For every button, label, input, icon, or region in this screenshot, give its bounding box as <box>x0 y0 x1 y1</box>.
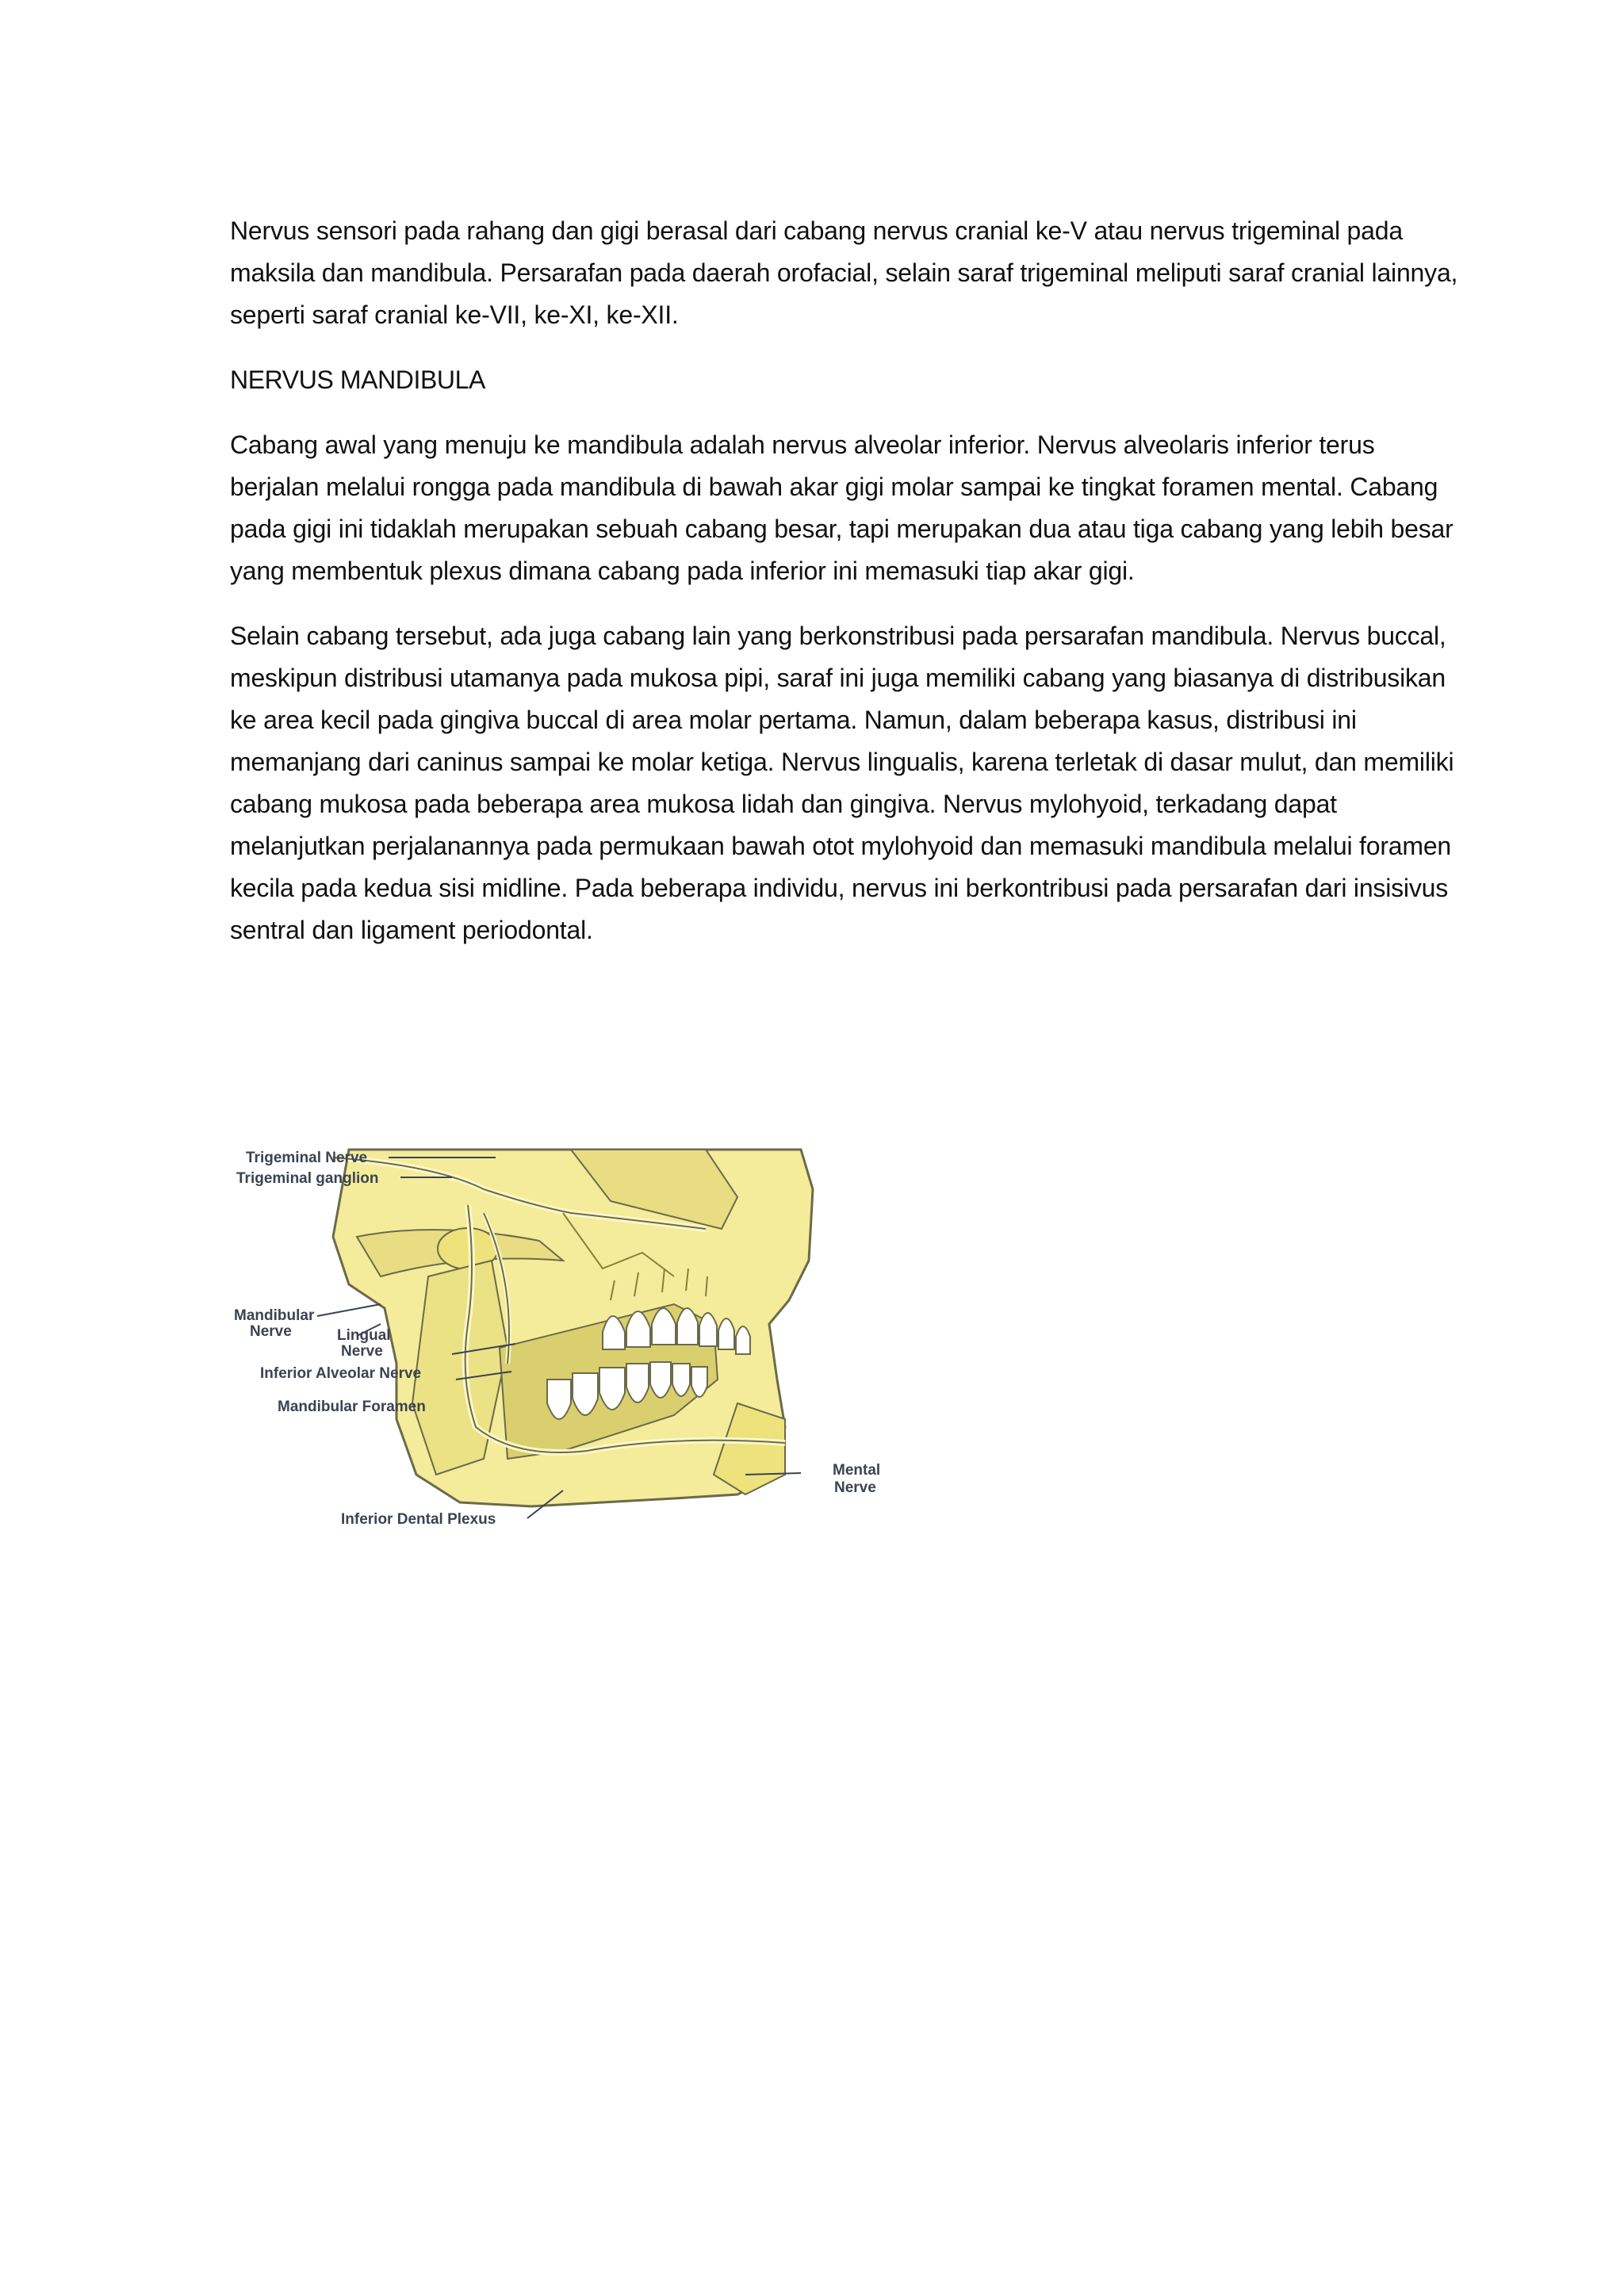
anatomy-figure-svg <box>230 1142 896 1562</box>
paragraph-intro: Nervus sensori pada rahang dan gigi berasal dari cabang nervus cranial ke-V atau nervus trigeminal pada maksila dan mandibula. Persarafan pada daerah orofacial, selain saraf trigeminal meliputi saraf cranial lainnya, seperti saraf cranial ke-VII, ke-XI, ke-XII. <box>230 216 1458 329</box>
label-trigeminal-ganglion: Trigeminal ganglion <box>236 1170 379 1187</box>
label-inferior-alveolar-nerve: Inferior Alveolar Nerve <box>260 1365 422 1382</box>
label-inferior-dental-plexus: Inferior Dental Plexus <box>341 1511 496 1528</box>
document-body <box>230 210 1467 974</box>
paragraph-inferior-alveolar: Cabang awal yang menuju ke mandibula adalah nervus alveolar inferior. Nervus alveolaris inferior terus berjalan melalui rongga pada mandibula di bawah akar gigi molar sampai ke tingkat foramen mental. Cabang pada gigi ini tidaklah merupakan sebuah cabang besar, tapi merupakan dua atau tiga cabang yang lebih besar yang membentuk plexus dimana cabang pada inferior ini memasuki tiap akar gigi. <box>230 430 1454 585</box>
label-mental-nerve-line1: Mental <box>833 1462 881 1479</box>
mandibular-nerve-illustration <box>230 1142 896 1562</box>
label-mental-nerve-line2: Nerve <box>834 1479 876 1496</box>
section-heading: NERVUS MANDIBULA <box>230 365 485 394</box>
paragraph-other-branches: Selain cabang tersebut, ada juga cabang lain yang berkonstribusi pada persarafan mandibula. Nervus buccal, meskipun distribusi utamanya pada mukosa pipi, saraf ini juga memiliki cabang yang biasanya di distribusikan ke area kecil pada gingiva buccal di area molar pertama. Namun, dalam beberapa kasus, distribusi ini memanjang dari caninus sampai ke molar ketiga. Nervus lingualis, karena terletak di dasar mulut, dan memiliki cabang mukosa pada beberapa area mukosa lidah dan gingiva. Nervus mylohyoid, terkadang dapat melanjutkan perjalanannya pada permukaan bawah otot mylohyoid dan memasuki mandibula melalui foramen kecila pada kedua sisi midline. Pada beberapa individu, nervus ini berkontribusi pada persarafan dari insisivus sentral dan ligament periodontal. <box>230 622 1454 944</box>
label-mandibular-foramen: Mandibular Foramen <box>278 1399 426 1415</box>
label-mandibular-nerve-line1: Mandibular <box>234 1307 315 1324</box>
label-mandibular-nerve-line2: Nerve <box>250 1323 292 1340</box>
label-trigeminal-nerve: Trigeminal Nerve <box>246 1150 368 1166</box>
label-lingual-nerve-line2: Nerve <box>341 1343 383 1360</box>
label-lingual-nerve-line1: Lingual <box>337 1327 391 1344</box>
